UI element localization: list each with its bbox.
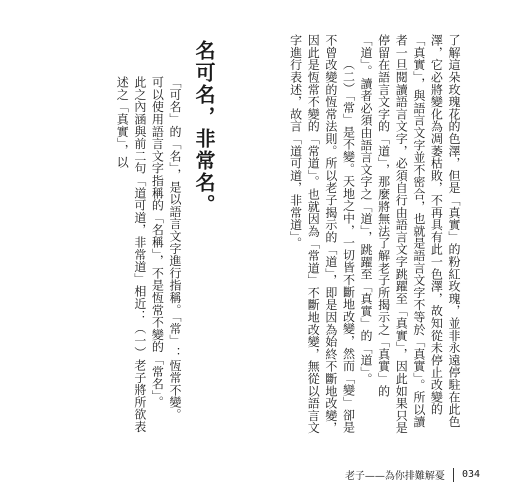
explanation-paragraph-3: 此之內涵與前二句「道可道，非常道」相近：（一）老子將所欲表述之「真實」，以: [115, 76, 147, 433]
page-footer: [345, 467, 480, 482]
book-title: 老子——為你排難解憂: [344, 471, 445, 482]
footer-divider: [453, 468, 454, 482]
explanation-text: [113, 76, 183, 436]
paragraph-2: （二）「常」是不變。天地之中，一切皆不斷地改變，然而「變」卻是不曾改變的恆常法則。所以老子揭示的「道」，即是因為始終不斷地改變，因此是恆常不變的「常道」。也就因為「常道」不斷地改變，無從以語言文字進行表述，故言「道可道，非常道」。: [288, 34, 356, 434]
body-text: [286, 34, 462, 436]
explanation-paragraph-1: 「可名」的「名」，是以語言文字進行指稱。「常」：恆常不變。: [168, 76, 182, 421]
section-heading: 名可名，非常名。: [192, 40, 216, 216]
page-number: 034: [461, 469, 480, 480]
paragraph-1: 了解這朵玫瑰花的色澤，但是「真實」的粉紅玫瑰，並非永遠停駐在此色澤，它必將變化為凋萎枯敗，不再具有此一色澤，故知從未停止改變的「真實」，與語言文字並不密合，也就是語言文字不等於「真實」。所以讀者一旦閱讀語言文字，必須自行由語言文字跳躍至「真實」，因此如果只是停留在語言文字的「道」，那麼將無法了解老子所揭示之「真實」的「道」。讀者必須由語言文字之「道」，跳躍至「真實」的「道」。: [359, 34, 461, 434]
explanation-paragraph-2: 可以使用語言文字指稱的「名稱」，不是恆常不變的「常名」。: [150, 76, 165, 409]
